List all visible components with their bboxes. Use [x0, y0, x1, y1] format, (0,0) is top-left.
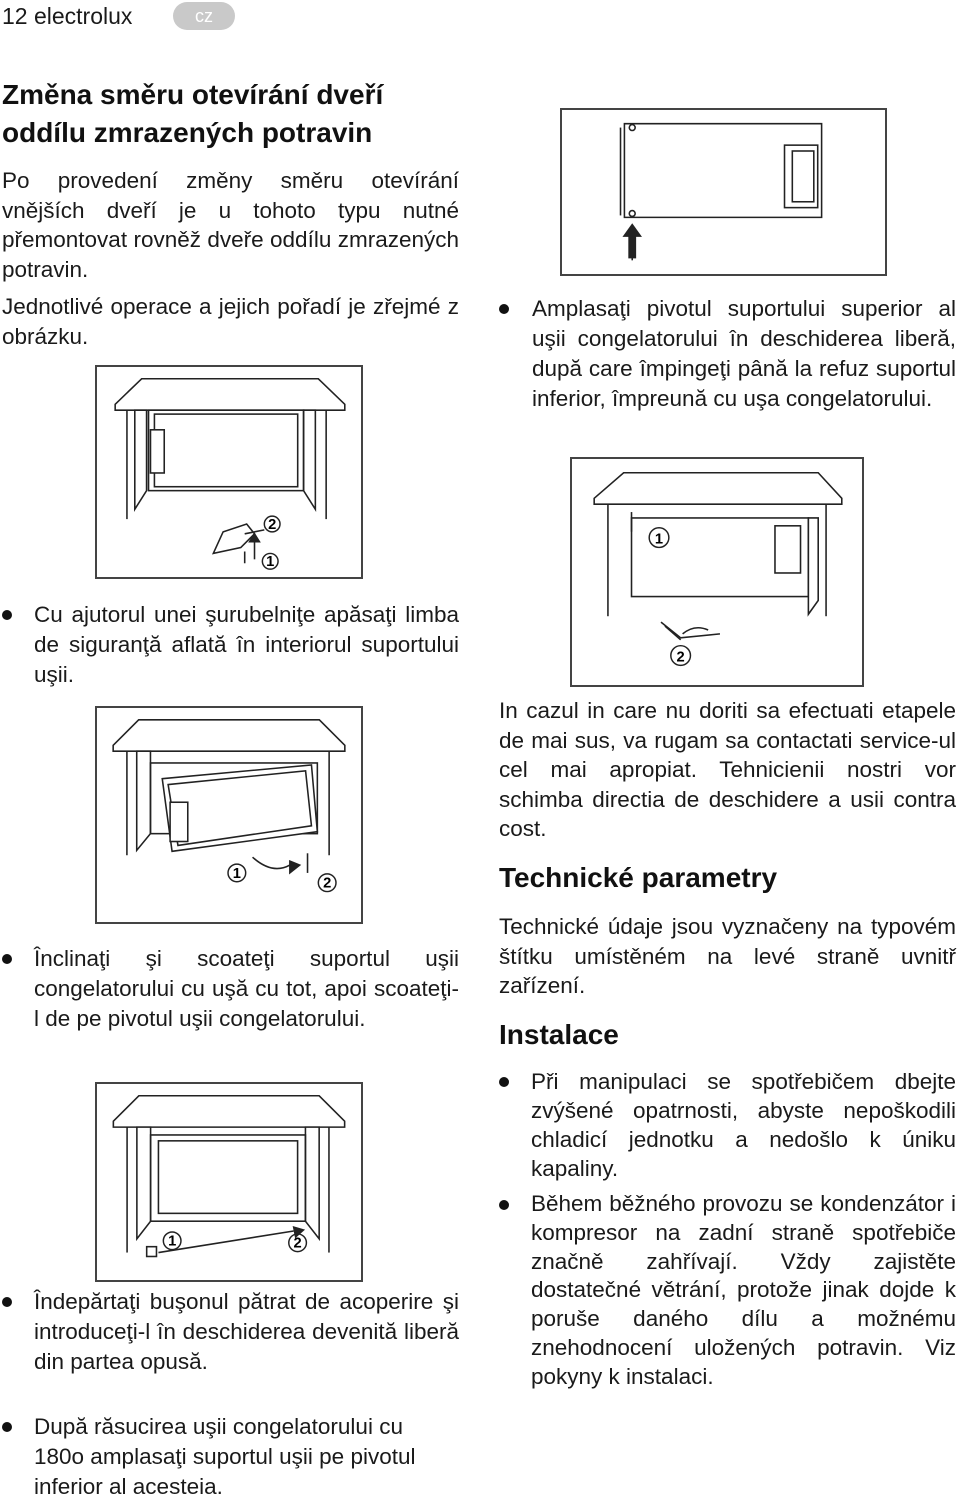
figure1-label-1: 1 [266, 554, 275, 571]
figure-freezer-hinge-release [95, 365, 363, 579]
page-number: 12 electrolux [2, 3, 133, 29]
figure2-label-1: 1 [232, 865, 241, 882]
bullet-dot [499, 1200, 509, 1210]
bullet-dot [2, 1422, 12, 1432]
section-title-tech-params: Technické parametry [499, 862, 778, 893]
section-title-door: Změna směru otevírání dveří oddílu zmrazených potravin [2, 79, 384, 148]
tech-params-text: Technické údaje jsou vyznačeny na typovém štítku umístěném na levé straně uvnitř zařízení. [499, 914, 956, 998]
figure5-label-2: 2 [676, 649, 685, 666]
insert-lower-support-illustration [572, 459, 862, 685]
figure-door-pivot [560, 108, 887, 276]
install-item-2 [499, 1190, 956, 1425]
left-step-3 [2, 1287, 459, 1407]
bullet-dot [2, 1297, 12, 1307]
figure-move-cover-plug [95, 1082, 363, 1282]
move-cover-plug-illustration [97, 1084, 361, 1280]
left-step-1-text: Cu ajutorul unei şurubelniţe apăsaţi limba de siguranţă aflată în interiorul suportului uşii. [34, 602, 459, 687]
door-pivot-illustration [562, 110, 885, 274]
section-title-installation: Instalace [499, 1019, 619, 1050]
language-badge: cz [173, 2, 235, 30]
figure-insert-lower-support [570, 457, 864, 687]
install-item-1-text: Při manipulaci se spotřebičem dbejte zvýšené opatrnosti, abyste nepoškodili chladicí jednotku a nedošlo k úniku kapaliny. [531, 1069, 956, 1181]
figure1-label-2: 2 [268, 516, 277, 533]
bullet-dot [2, 610, 12, 620]
left-step-4-text: După răsucirea uşii congelatorului cu 180o amplasaţi suportul uşii pe pivotul inferior al acesteia. [34, 1414, 416, 1499]
bullet-dot [499, 304, 509, 314]
install-item-1 [499, 1067, 956, 1187]
bullet-dot [499, 1077, 509, 1087]
figure5-label-1: 1 [654, 531, 664, 548]
bullet-dot [2, 954, 12, 964]
freezer-hinge-release-illustration [97, 367, 361, 577]
figure-tilt-remove-door [95, 706, 363, 924]
tilt-remove-door-illustration [97, 708, 361, 922]
right-step-1-text: Amplasaţi pivotul suportului superior al uşii congelatorului în deschiderea liberă, după care împingeţi până la refuz suportul inferior, împreună cu uşa congelatorului. [532, 296, 956, 411]
figure3-label-2: 2 [293, 1235, 302, 1252]
intro-paragraph-2: Jednotlivé operace a jejich pořadí je zřejmé z obrázku. [2, 294, 459, 349]
figure2-label-2: 2 [323, 875, 332, 892]
right-step-1 [499, 294, 956, 444]
left-step-2 [2, 944, 459, 1068]
install-item-2-text: Během běžného provozu se kondenzátor i kompresor na zadní straně spotřebiče značně zahřívají. Vždy zajistěte dostatečné větrání, protože jinak dojde k poruše daného dílu a možnému znehodnocení uložených potravin. Viz pokyny k instalaci. [531, 1191, 956, 1389]
intro-paragraph-1: Po provedení změny směru otevírání vnějších dveří je u tohoto typu nutné přemontovat rovněž dveře oddílu zmrazených potravin. [2, 168, 459, 282]
left-step-3-text: Îndepărtaţi buşonul pătrat de acoperire şi introduceţi-l în deschiderea devenită liberă din partea opusă. [34, 1289, 459, 1374]
figure3-label-1: 1 [168, 1233, 177, 1250]
left-step-1 [2, 600, 459, 692]
left-step-2-text: Înclinaţi şi scoateţi suportul uşii congelatorului cu uşă cu tot, apoi scoateţi-l de pe pivotul uşii congelatorului. [34, 946, 459, 1031]
service-note: In cazul in care nu doriti sa efectuati etapele de mai sus, va rugam sa contactati service-ul cel mai apropiat. Tehnicienii nostri vor schimba directia de deschidere a usii contra cost. [499, 698, 956, 841]
left-step-4 [2, 1412, 459, 1502]
